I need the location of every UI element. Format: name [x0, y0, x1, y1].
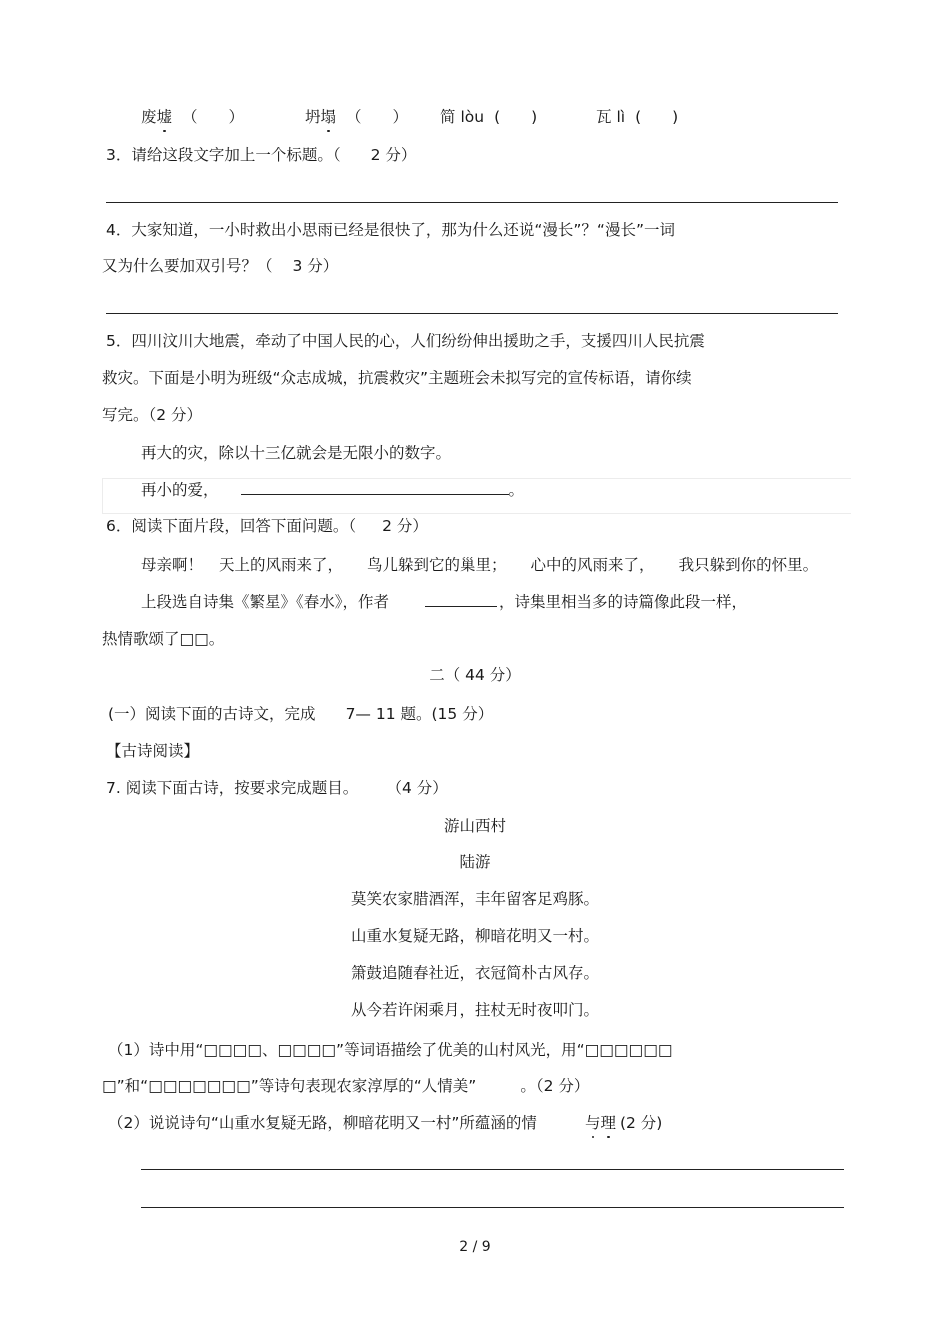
q5-slogan-given: 再大的灾，除以十三亿就会是无限小的数字。	[141, 444, 452, 462]
q2-item-2: 坍塌 （ ）	[305, 108, 409, 126]
q6-prompt: 6．阅读下面片段，回答下面问题。（ 2 分）	[106, 517, 428, 535]
poem-line-2: 山重水复疑无路，柳暗花明又一村。	[350, 927, 599, 945]
q3-prompt: 3．请给这段文字加上一个标题。（ 2 分）	[106, 146, 417, 164]
poem-title: 游山西村	[443, 817, 506, 835]
q5-blank-line[interactable]	[241, 480, 509, 495]
poem-line-3: 箫鼓追随春社近，衣冠简朴古风存。	[350, 964, 599, 982]
q6-question-line1: 上段选自诗集《繁星》《春水》，作者 ，诗集里相当多的诗篇像此段一样，	[141, 593, 748, 611]
q5-slogan-blank: 再小的爱， 。	[141, 481, 525, 499]
poetry-reading-label: 【古诗阅读】	[106, 742, 200, 760]
q2-item-4: 瓦 lì ( )	[596, 108, 679, 126]
poem-author: 陆游	[459, 853, 491, 871]
page-number: 2 / 9	[459, 1239, 491, 1255]
q5-prompt-line2: 救灾。下面是小明为班级“众志成城，抗震救灾”主题班会未拟写完的宣传标语，请你续	[102, 369, 692, 387]
poem-line-4: 从今若许闲乘月，拄杖无时夜叩门。	[350, 1001, 599, 1019]
q7-prompt: 7. 阅读下面古诗，按要求完成题目。 （4 分）	[106, 779, 448, 797]
q7-answer-line-2[interactable]	[141, 1207, 844, 1208]
q6-excerpt: 母亲啊！ 天上的风雨来了， 鸟儿躲到它的巢里； 心中的风雨来了， 我只躲到你的怀里。	[141, 556, 819, 574]
q3-answer-line[interactable]	[106, 202, 838, 203]
q2-item-1: 废墟 （ ）	[141, 108, 245, 126]
q6-author-blank[interactable]	[425, 592, 497, 607]
q7-answer-line-1[interactable]	[141, 1169, 844, 1170]
q6-question-line2: 热情歌颂了□□。	[102, 630, 225, 648]
q4-prompt-line2: 又为什么要加双引号？（ 3 分）	[102, 257, 339, 275]
section2-subtitle: (一）阅读下面的古诗文，完成 7— 11 题。(15 分）	[108, 705, 494, 723]
q7-sub1-line2: □”和“□□□□□□□”等诗句表现农家淳厚的“人情美” 。（2 分）	[102, 1077, 590, 1095]
q5-prompt-line3: 写完。（2 分）	[102, 406, 203, 424]
q4-prompt-line1: 4．大家知道，一小时救出小思雨已经是很快了，那为什么还说“漫长”？“漫长”一词	[106, 221, 675, 239]
poem-line-1: 莫笑农家腊酒浑，丰年留客足鸡豚。	[350, 890, 599, 908]
section2-title: 二（ 44 分）	[429, 666, 521, 684]
q5-prompt-line1: 5．四川汶川大地震，牵动了中国人民的心，人们纷纷伸出援助之手，支援四川人民抗震	[106, 332, 705, 350]
q7-sub1-line1: （1）诗中用“□□□□、□□□□”等词语描绘了优美的山村风光，用“□□□□□□	[108, 1041, 673, 1059]
q4-answer-line[interactable]	[106, 313, 838, 314]
q2-item-3: 简 lòu ( )	[440, 108, 538, 126]
q7-sub2: （2）说说诗句“山重水复疑无路，柳暗花明又一村”所蕴涵的情 与理 (2 分)	[108, 1114, 663, 1132]
